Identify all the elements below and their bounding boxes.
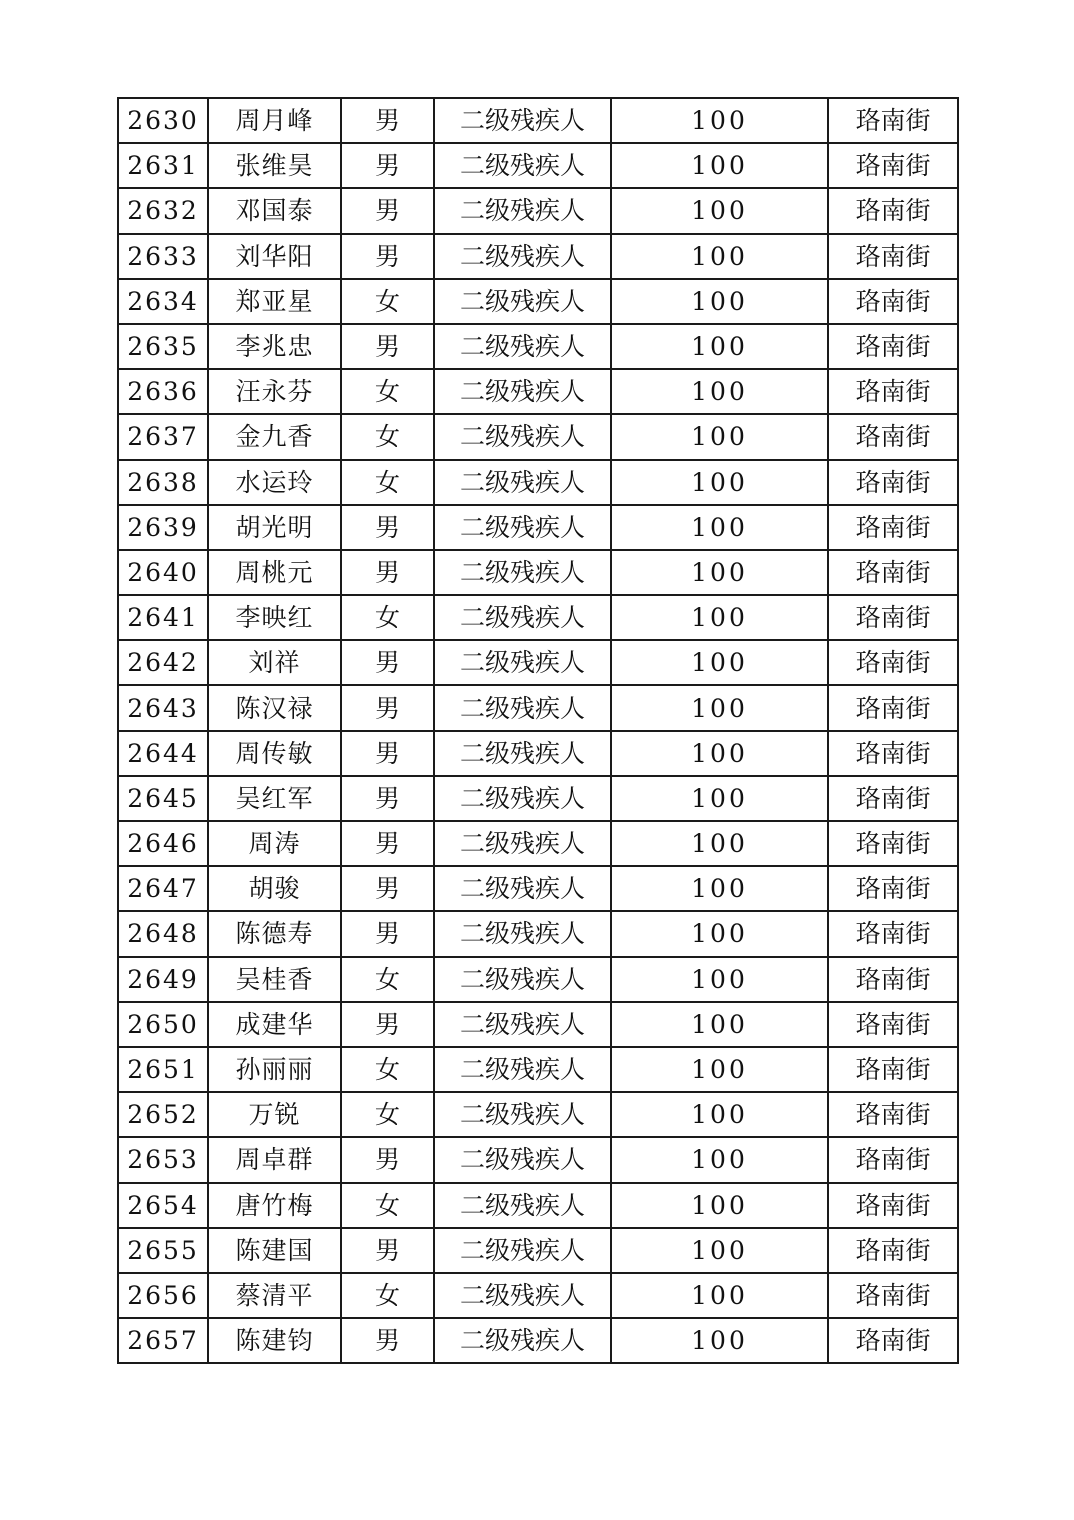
amount-cell: 100 (611, 279, 828, 324)
serial-number-cell: 2638 (118, 460, 208, 505)
amount-cell: 100 (611, 505, 828, 550)
disability-level-cell: 二级残疾人 (434, 1002, 611, 1047)
amount-cell: 100 (611, 1183, 828, 1228)
amount-cell: 100 (611, 234, 828, 279)
name-cell: 陈建钧 (208, 1318, 341, 1363)
disability-level-cell: 二级残疾人 (434, 1318, 611, 1363)
gender-cell: 男 (341, 866, 434, 911)
amount-cell: 100 (611, 957, 828, 1002)
street-cell: 珞南街 (828, 369, 958, 414)
serial-number-cell: 2644 (118, 731, 208, 776)
name-cell: 孙丽丽 (208, 1047, 341, 1092)
gender-cell: 女 (341, 1092, 434, 1137)
amount-cell: 100 (611, 1228, 828, 1273)
street-cell: 珞南街 (828, 640, 958, 685)
serial-number-cell: 2635 (118, 324, 208, 369)
street-cell: 珞南街 (828, 414, 958, 459)
street-cell: 珞南街 (828, 1002, 958, 1047)
amount-cell: 100 (611, 1002, 828, 1047)
serial-number-cell: 2646 (118, 821, 208, 866)
amount-cell: 100 (611, 1137, 828, 1182)
gender-cell: 男 (341, 640, 434, 685)
amount-cell: 100 (611, 369, 828, 414)
disability-level-cell: 二级残疾人 (434, 324, 611, 369)
table-row (118, 866, 958, 911)
name-cell: 蔡清平 (208, 1273, 341, 1318)
gender-cell: 男 (341, 821, 434, 866)
amount-cell: 100 (611, 595, 828, 640)
name-cell: 陈德寿 (208, 911, 341, 956)
street-cell: 珞南街 (828, 911, 958, 956)
gender-cell: 男 (341, 188, 434, 233)
amount-cell: 100 (611, 324, 828, 369)
serial-number-cell: 2631 (118, 143, 208, 188)
street-cell: 珞南街 (828, 685, 958, 730)
name-cell: 陈建国 (208, 1228, 341, 1273)
name-cell: 胡骏 (208, 866, 341, 911)
street-cell: 珞南街 (828, 143, 958, 188)
name-cell: 李兆忠 (208, 324, 341, 369)
name-cell: 李映红 (208, 595, 341, 640)
name-cell: 水运玲 (208, 460, 341, 505)
gender-cell: 男 (341, 324, 434, 369)
gender-cell: 男 (341, 234, 434, 279)
name-cell: 张维昊 (208, 143, 341, 188)
serial-number-cell: 2634 (118, 279, 208, 324)
name-cell: 汪永芬 (208, 369, 341, 414)
disability-level-cell: 二级残疾人 (434, 188, 611, 233)
name-cell: 吴红军 (208, 776, 341, 821)
amount-cell: 100 (611, 550, 828, 595)
amount-cell: 100 (611, 685, 828, 730)
amount-cell: 100 (611, 143, 828, 188)
street-cell: 珞南街 (828, 1273, 958, 1318)
table-row (118, 369, 958, 414)
table-row (118, 957, 958, 1002)
name-cell: 吴桂香 (208, 957, 341, 1002)
name-cell: 郑亚星 (208, 279, 341, 324)
amount-cell: 100 (611, 98, 828, 143)
street-cell: 珞南街 (828, 460, 958, 505)
table-row (118, 640, 958, 685)
serial-number-cell: 2652 (118, 1092, 208, 1137)
table-row (118, 460, 958, 505)
serial-number-cell: 2633 (118, 234, 208, 279)
gender-cell: 女 (341, 957, 434, 1002)
disability-level-cell: 二级残疾人 (434, 911, 611, 956)
name-cell: 陈汉禄 (208, 685, 341, 730)
gender-cell: 男 (341, 98, 434, 143)
street-cell: 珞南街 (828, 1047, 958, 1092)
disability-level-cell: 二级残疾人 (434, 640, 611, 685)
gender-cell: 女 (341, 595, 434, 640)
gender-cell: 女 (341, 1183, 434, 1228)
street-cell: 珞南街 (828, 821, 958, 866)
disability-level-cell: 二级残疾人 (434, 369, 611, 414)
table-row (118, 234, 958, 279)
amount-cell: 100 (611, 776, 828, 821)
table-row (118, 1318, 958, 1363)
disability-level-cell: 二级残疾人 (434, 460, 611, 505)
name-cell: 唐竹梅 (208, 1183, 341, 1228)
gender-cell: 男 (341, 1137, 434, 1182)
street-cell: 珞南街 (828, 866, 958, 911)
table-row (118, 685, 958, 730)
name-cell: 刘华阳 (208, 234, 341, 279)
name-cell: 金九香 (208, 414, 341, 459)
amount-cell: 100 (611, 1273, 828, 1318)
amount-cell: 100 (611, 866, 828, 911)
street-cell: 珞南街 (828, 731, 958, 776)
disability-level-cell: 二级残疾人 (434, 98, 611, 143)
table-row (118, 1092, 958, 1137)
street-cell: 珞南街 (828, 188, 958, 233)
gender-cell: 男 (341, 776, 434, 821)
serial-number-cell: 2642 (118, 640, 208, 685)
table-row (118, 188, 958, 233)
gender-cell: 男 (341, 911, 434, 956)
roster-table (117, 97, 959, 1364)
amount-cell: 100 (611, 640, 828, 685)
table-row (118, 1002, 958, 1047)
disability-level-cell: 二级残疾人 (434, 957, 611, 1002)
serial-number-cell: 2641 (118, 595, 208, 640)
name-cell: 胡光明 (208, 505, 341, 550)
amount-cell: 100 (611, 731, 828, 776)
serial-number-cell: 2639 (118, 505, 208, 550)
street-cell: 珞南街 (828, 595, 958, 640)
amount-cell: 100 (611, 1092, 828, 1137)
disability-level-cell: 二级残疾人 (434, 1273, 611, 1318)
table-row (118, 821, 958, 866)
disability-level-cell: 二级残疾人 (434, 1228, 611, 1273)
table-row (118, 324, 958, 369)
gender-cell: 男 (341, 550, 434, 595)
street-cell: 珞南街 (828, 234, 958, 279)
name-cell: 周涛 (208, 821, 341, 866)
serial-number-cell: 2647 (118, 866, 208, 911)
table-row (118, 595, 958, 640)
disability-level-cell: 二级残疾人 (434, 1137, 611, 1182)
name-cell: 万锐 (208, 1092, 341, 1137)
street-cell: 珞南街 (828, 1137, 958, 1182)
disability-level-cell: 二级残疾人 (434, 595, 611, 640)
serial-number-cell: 2656 (118, 1273, 208, 1318)
gender-cell: 男 (341, 731, 434, 776)
amount-cell: 100 (611, 460, 828, 505)
name-cell: 邓国泰 (208, 188, 341, 233)
street-cell: 珞南街 (828, 1092, 958, 1137)
serial-number-cell: 2650 (118, 1002, 208, 1047)
disability-level-cell: 二级残疾人 (434, 821, 611, 866)
disability-level-cell: 二级残疾人 (434, 1183, 611, 1228)
name-cell: 周月峰 (208, 98, 341, 143)
disability-level-cell: 二级残疾人 (434, 776, 611, 821)
gender-cell: 男 (341, 143, 434, 188)
street-cell: 珞南街 (828, 957, 958, 1002)
amount-cell: 100 (611, 188, 828, 233)
street-cell: 珞南街 (828, 1318, 958, 1363)
table-row (118, 1273, 958, 1318)
table-row (118, 1137, 958, 1182)
table-row (118, 550, 958, 595)
serial-number-cell: 2654 (118, 1183, 208, 1228)
street-cell: 珞南街 (828, 1228, 958, 1273)
serial-number-cell: 2643 (118, 685, 208, 730)
street-cell: 珞南街 (828, 505, 958, 550)
disability-level-cell: 二级残疾人 (434, 1047, 611, 1092)
street-cell: 珞南街 (828, 324, 958, 369)
disability-level-cell: 二级残疾人 (434, 1092, 611, 1137)
serial-number-cell: 2649 (118, 957, 208, 1002)
disability-level-cell: 二级残疾人 (434, 279, 611, 324)
disability-level-cell: 二级残疾人 (434, 234, 611, 279)
table-row (118, 731, 958, 776)
disability-level-cell: 二级残疾人 (434, 550, 611, 595)
gender-cell: 女 (341, 1047, 434, 1092)
disability-level-cell: 二级残疾人 (434, 731, 611, 776)
street-cell: 珞南街 (828, 1183, 958, 1228)
serial-number-cell: 2655 (118, 1228, 208, 1273)
serial-number-cell: 2636 (118, 369, 208, 414)
gender-cell: 女 (341, 460, 434, 505)
table-row (118, 414, 958, 459)
disability-level-cell: 二级残疾人 (434, 685, 611, 730)
amount-cell: 100 (611, 1047, 828, 1092)
table-row (118, 279, 958, 324)
table-row (118, 143, 958, 188)
street-cell: 珞南街 (828, 776, 958, 821)
gender-cell: 女 (341, 1273, 434, 1318)
name-cell: 周传敏 (208, 731, 341, 776)
serial-number-cell: 2648 (118, 911, 208, 956)
street-cell: 珞南街 (828, 98, 958, 143)
amount-cell: 100 (611, 911, 828, 956)
serial-number-cell: 2632 (118, 188, 208, 233)
serial-number-cell: 2630 (118, 98, 208, 143)
serial-number-cell: 2637 (118, 414, 208, 459)
table-row (118, 505, 958, 550)
table-row (118, 1228, 958, 1273)
gender-cell: 男 (341, 1228, 434, 1273)
name-cell: 成建华 (208, 1002, 341, 1047)
amount-cell: 100 (611, 414, 828, 459)
gender-cell: 男 (341, 505, 434, 550)
serial-number-cell: 2640 (118, 550, 208, 595)
disability-level-cell: 二级残疾人 (434, 143, 611, 188)
gender-cell: 女 (341, 414, 434, 459)
roster-table-body (118, 98, 958, 1363)
disability-level-cell: 二级残疾人 (434, 505, 611, 550)
gender-cell: 女 (341, 369, 434, 414)
gender-cell: 男 (341, 1318, 434, 1363)
table-row (118, 1183, 958, 1228)
serial-number-cell: 2645 (118, 776, 208, 821)
street-cell: 珞南街 (828, 550, 958, 595)
table-row (118, 776, 958, 821)
amount-cell: 100 (611, 1318, 828, 1363)
name-cell: 周桃元 (208, 550, 341, 595)
gender-cell: 男 (341, 685, 434, 730)
serial-number-cell: 2653 (118, 1137, 208, 1182)
table-row (118, 1047, 958, 1092)
gender-cell: 男 (341, 1002, 434, 1047)
name-cell: 周卓群 (208, 1137, 341, 1182)
table-row (118, 911, 958, 956)
disability-level-cell: 二级残疾人 (434, 414, 611, 459)
street-cell: 珞南街 (828, 279, 958, 324)
name-cell: 刘祥 (208, 640, 341, 685)
table-row (118, 98, 958, 143)
gender-cell: 女 (341, 279, 434, 324)
amount-cell: 100 (611, 821, 828, 866)
serial-number-cell: 2657 (118, 1318, 208, 1363)
disability-level-cell: 二级残疾人 (434, 866, 611, 911)
serial-number-cell: 2651 (118, 1047, 208, 1092)
